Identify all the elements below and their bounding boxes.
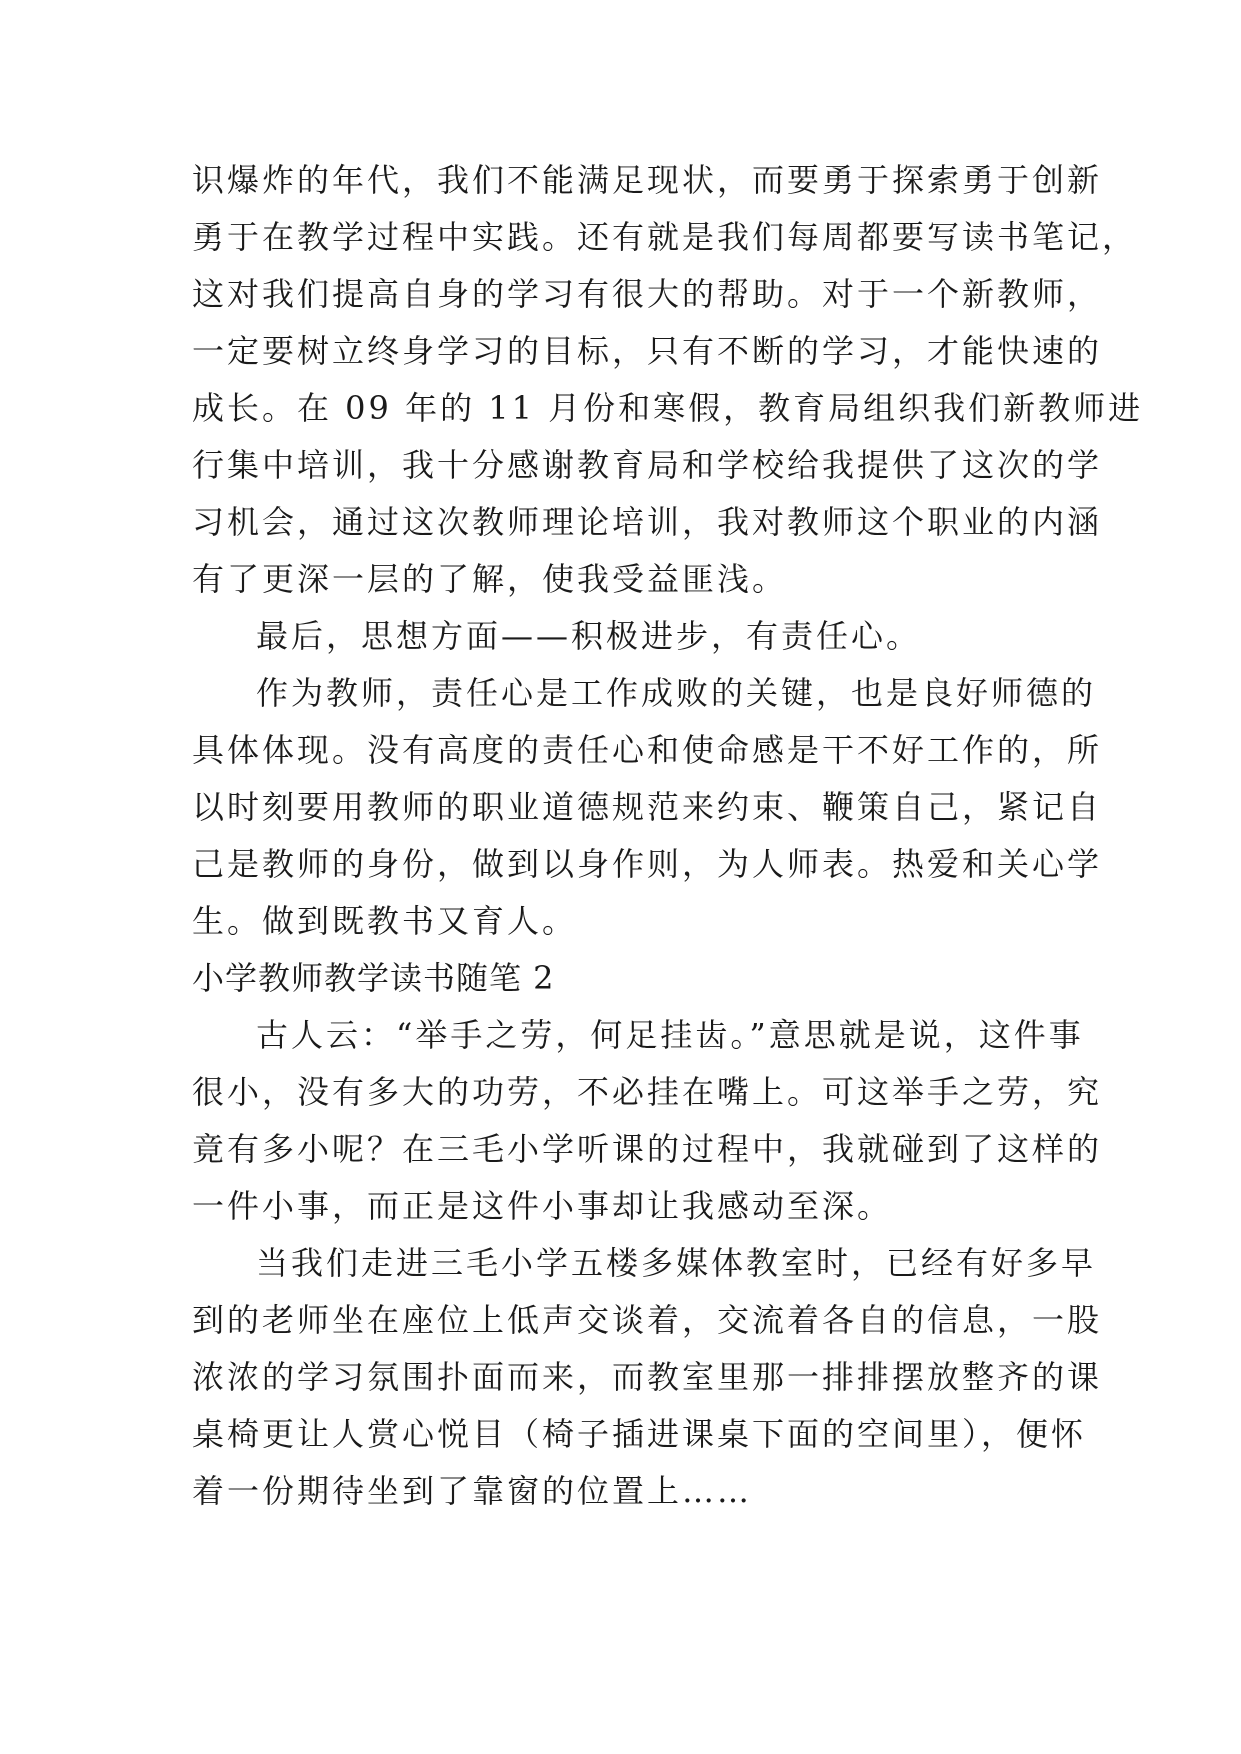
paragraph-first-line: 当我们走进三毛小学五楼多媒体教室时，已经有好多早 xyxy=(256,1244,1097,1282)
text-line: 以时刻要用教师的职业道德规范来约束、鞭策自己，紧记自 xyxy=(192,788,1103,826)
text-line: 一件小事，而正是这件小事却让我感动至深。 xyxy=(192,1187,893,1225)
text-line: 生。做到既教书又育人。 xyxy=(192,902,578,940)
text-line: 有了更深一层的了解，使我受益匪浅。 xyxy=(192,560,788,598)
text-line: 成长。在 09 年的 11 月份和寒假，教育局组织我们新教师进 xyxy=(192,389,1144,427)
text-line: 己是教师的身份，做到以身作则，为人师表。热爱和关心学 xyxy=(192,845,1103,883)
paragraph-first-line: 最后，思想方面——积极进步，有责任心。 xyxy=(256,617,922,655)
text-line: 一定要树立终身学习的目标，只有不断的学习，才能快速的 xyxy=(192,332,1103,370)
section-heading: 小学教师教学读书随笔 2 xyxy=(192,959,555,997)
text-line: 浓浓的学习氛围扑面而来，而教室里那一排排摆放整齐的课 xyxy=(192,1358,1103,1396)
text-line: 具体体现。没有高度的责任心和使命感是干不好工作的，所 xyxy=(192,731,1103,769)
paragraph-first-line: 作为教师，责任心是工作成败的关键，也是良好师德的 xyxy=(256,674,1097,712)
text-line: 行集中培训，我十分感谢教育局和学校给我提供了这次的学 xyxy=(192,446,1103,484)
text-line: 习机会，通过这次教师理论培训，我对教师这个职业的内涵 xyxy=(192,503,1103,541)
text-line: 着一份期待坐到了靠窗的位置上…… xyxy=(192,1472,753,1510)
text-line: 到的老师坐在座位上低声交谈着，交流着各自的信息，一股 xyxy=(192,1301,1103,1339)
text-line: 很小，没有多大的功劳，不必挂在嘴上。可这举手之劳，究 xyxy=(192,1073,1103,1111)
text-line: 竟有多小呢？在三毛小学听课的过程中，我就碰到了这样的 xyxy=(192,1130,1103,1168)
text-line: 勇于在教学过程中实践。还有就是我们每周都要写读书笔记， xyxy=(192,218,1138,256)
paragraph-first-line: 古人云：“举手之劳，何足挂齿。”意思就是说，这件事 xyxy=(256,1016,1084,1054)
text-line: 桌椅更让人赏心悦目（椅子插进课桌下面的空间里），便怀 xyxy=(192,1415,1087,1453)
text-line: 识爆炸的年代，我们不能满足现状，而要勇于探索勇于创新 xyxy=(192,161,1103,199)
text-line: 这对我们提高自身的学习有很大的帮助。对于一个新教师， xyxy=(192,275,1103,313)
